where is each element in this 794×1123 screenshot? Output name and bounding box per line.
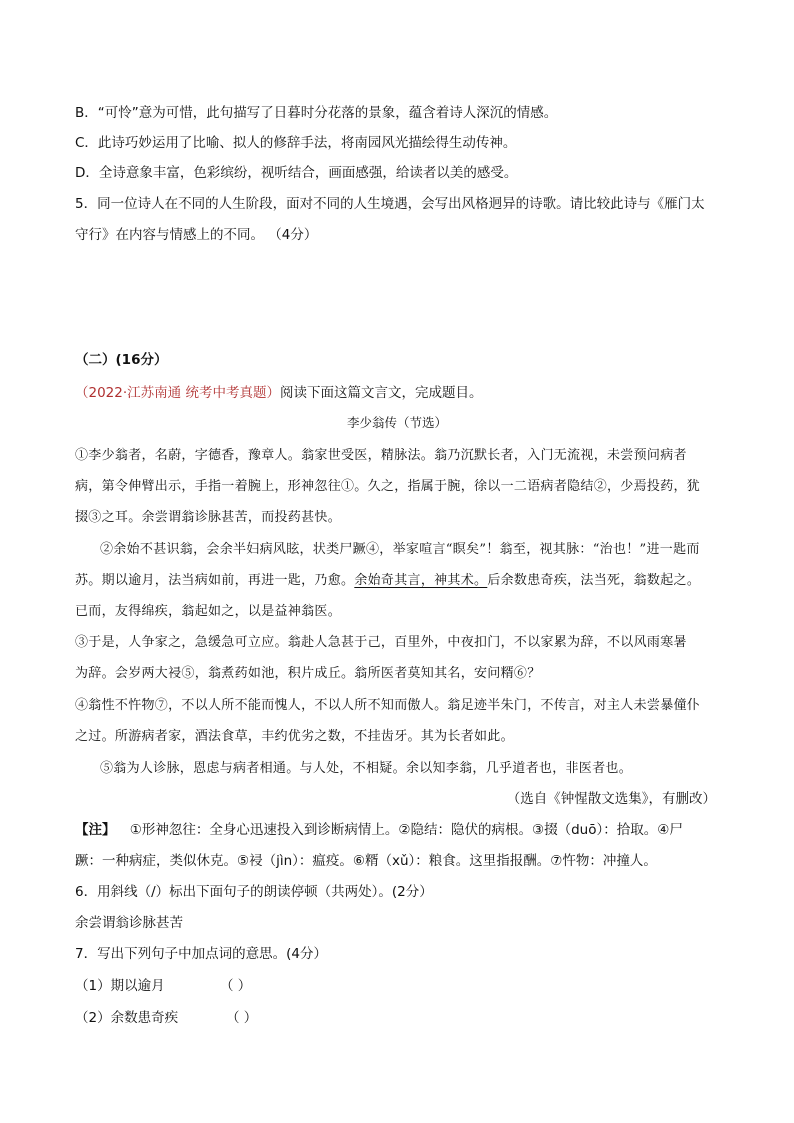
option-b: B．“可怜”意为可惜，此句描写了日暮时分花落的景象，蕴含着诗人深沉的情感。 [75, 105, 558, 121]
passage-p4-line-1: ④翁性不忤物⑦，不以人所不能而愧人，不以人所不知而傲人。翁足迹半朱门，不传言，对主人未尝暴僮仆 [75, 698, 701, 713]
passage-title: 李少翁传（节选） [346, 415, 447, 430]
question-7-item-2: （2）余数患奇疾 [75, 1010, 179, 1026]
answer-blank-1[interactable]: （ ） [220, 978, 252, 994]
instruction-text: 阅读下面这篇文言文，完成题目。 [279, 385, 483, 401]
question-6-sentence: 余尝谓翁诊脉甚苦 [75, 915, 183, 931]
passage-p5-line-1: ⑤翁为人诊脉，恩虑与病者相通。与人处，不相疑。余以知李翁，几乎道者也，非医者也。 [100, 761, 633, 776]
question-7: 7．写出下列句子中加点词的意思。(4分） [75, 946, 327, 962]
question-6: 6．用斜线（/）标出下面句子的朗读停顿（共两处）。(2分） [75, 884, 433, 900]
passage-p1-line-3: 掇③之耳。余尝谓翁诊脉甚苦，而投药甚快。 [75, 510, 342, 525]
question-5-line-1: 5．同一位诗人在不同的人生阶段，面对不同的人生境遇，会写出风格迥异的诗歌。请比较此诗与《雁门太 [75, 196, 705, 212]
passage-p2-line-1: ②余始不甚识翁，会余半妇病风眩，状类尸蹶④，举家喧言“瞑矣”！翁至，视其脉：“治也！”进一匙而 [100, 542, 700, 557]
answer-blank-2[interactable]: （ ） [226, 1010, 258, 1026]
notes-line-2: 蹶：一种病症，类似休克。⑤祲（jìn）：瘟疫。⑥糈（xǔ）：粮食。这里指报酬。⑦忤物：冲撞人。 [75, 853, 657, 869]
notes-text-1: ①形神忽往：全身心迅速投入到诊断病情上。②隐结：隐伏的病根。③掇（duō）：拾取。④尸 [129, 822, 683, 838]
section-heading: （二）(16分） [75, 352, 168, 368]
passage-p4-line-2: 之过。所游病者家，酒法食草，丰约优劣之数，不挂齿牙。其为长者如此。 [75, 729, 514, 744]
passage-p2-text-b: 后余数患奇疾，法当死，翁数起之。 [487, 573, 701, 588]
passage-p3-line-2: 为辞。会岁两大祲⑤，翁煮药如池，积片成丘。翁所医者莫知其名，安问糈⑥？ [75, 666, 541, 681]
option-c: C．此诗巧妙运用了比喻、拟人的修辞手法，将南园风光描绘得生动传神。 [75, 135, 517, 151]
passage-p2-line-3: 已而，友得绵疾，翁起如之，以是益神翁医。 [75, 604, 342, 619]
passage-p2-line-2 [75, 571, 700, 591]
passage-citation: （选自《钟惺散文选集》，有删改） [506, 791, 716, 807]
passage-p2-text-a: 苏。期以逾月，法当病如前，再进一匙，乃愈。 [75, 573, 355, 588]
source-instruction-line [75, 383, 482, 403]
question-7-item-1: （1）期以逾月 [75, 978, 165, 994]
exam-source: （2022·江苏南通 统考中考真题） [75, 385, 280, 401]
passage-p1-line-1: ①李少翁者，名蔚，字德香，豫章人。翁家世受医，精脉法。翁乃沉默长者，入门无流视，未尝预问病者 [75, 448, 687, 463]
passage-p3-line-1: ③于是，人争家之，急缓急可立应。翁赴人急甚于己，百里外，中夜扣门，不以家累为辞，不以风雨寒暑 [75, 635, 687, 650]
passage-p1-line-2: 病，第令伸臂出示，手指一着腕上，形神忽往①。久之，指属于腕，徐以一二语病者隐结②，少焉投药，犹 [75, 479, 701, 494]
question-5-line-2: 守行》在内容与情感上的不同。 （4分） [75, 227, 318, 243]
underlined-sentence: 余始奇其言，神其术。 [354, 573, 488, 588]
notes-line-1 [75, 820, 683, 840]
option-d: D．全诗意象丰富，色彩缤纷，视听结合，画面感强，给读者以美的感受。 [75, 165, 518, 181]
notes-label: 【注】 [75, 822, 116, 838]
